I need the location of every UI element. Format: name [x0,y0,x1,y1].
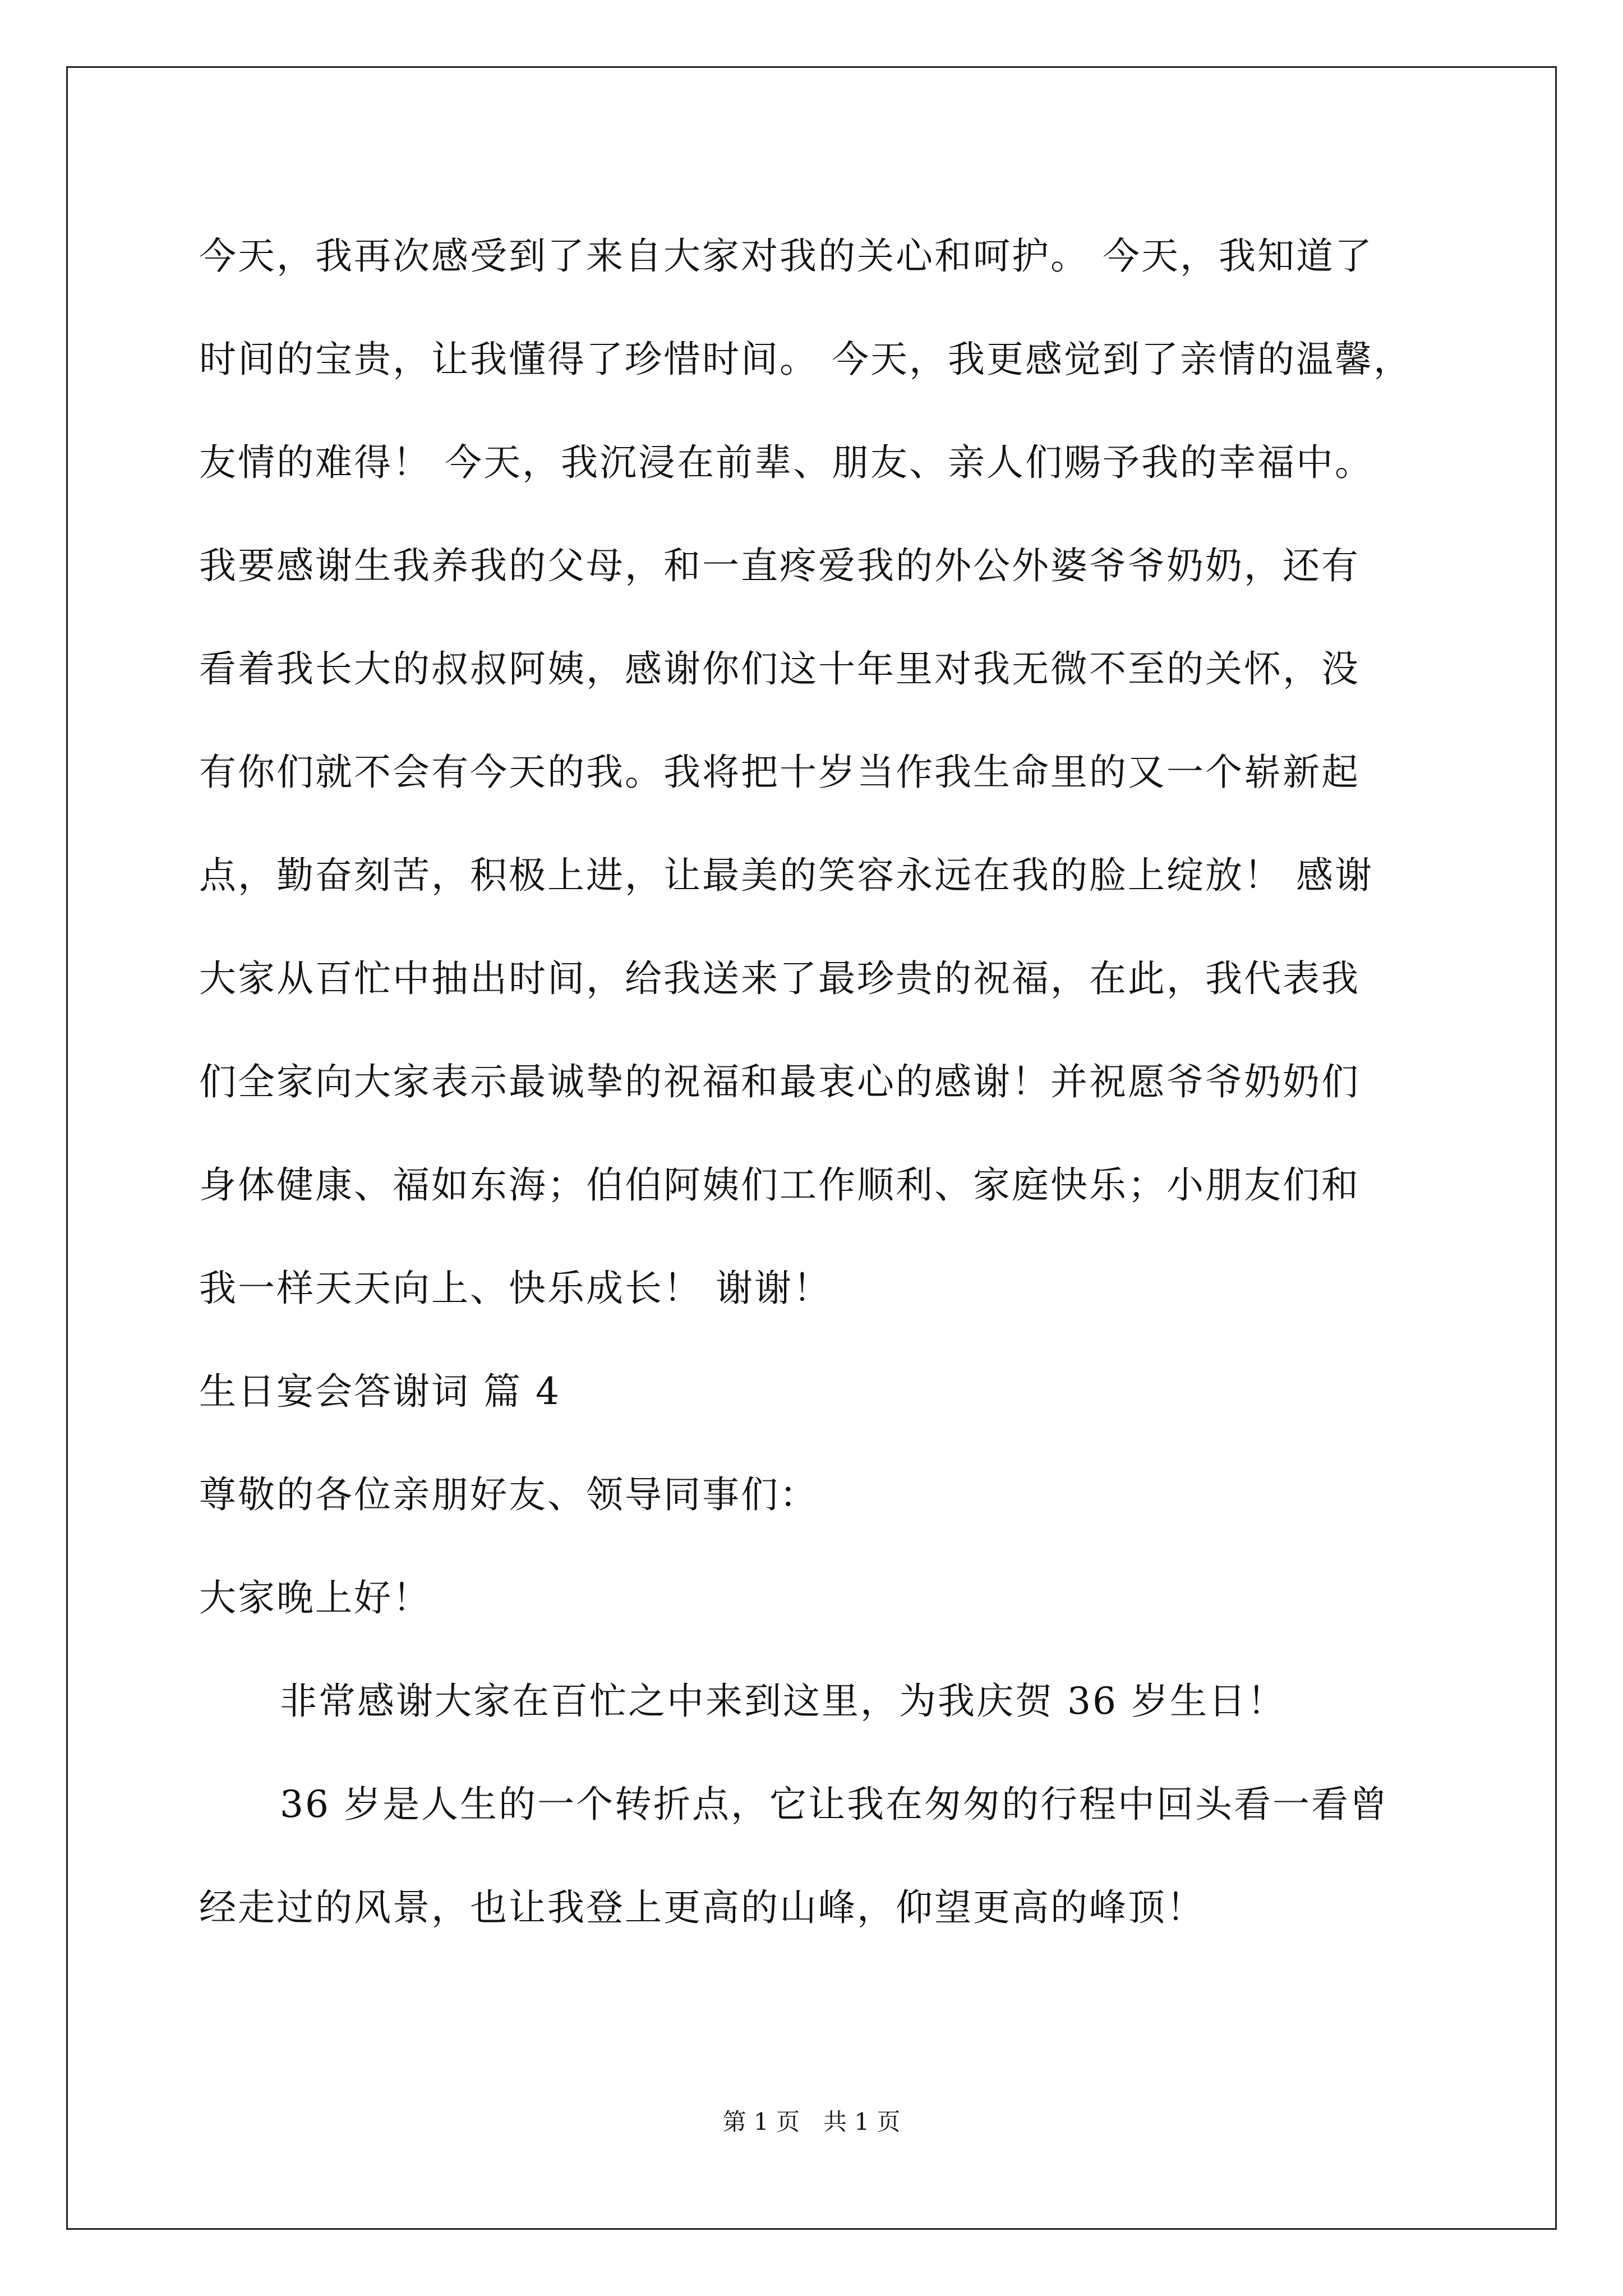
text-line-1: 今天，我再次感受到了来自大家对我的关心和呵护。 今天，我知道了 [199,234,1373,278]
text-line-5: 看着我长大的叔叔阿姨，感谢你们这十年里对我无微不至的关怀，没 [199,647,1360,691]
text-line-2: 时间的宝贵，让我懂得了珍惜时间。 今天，我更感觉到了亲情的温馨， [199,338,1412,381]
text-line-4: 我要感谢生我养我的父母，和一直疼爱我的外公外婆爷爷奶奶，还有 [199,544,1360,587]
greeting: 大家晚上好！ [199,1576,431,1619]
text-line-8: 大家从百忙中抽出时间，给我送来了最珍贵的祝福，在此，我代表我 [199,957,1360,1000]
document-body [199,205,1478,1959]
text-line-3: 友情的难得！ 今天，我沉浸在前辈、朋友、亲人们赐予我的幸福中。 [199,441,1373,484]
paragraph-line-2: 36 岁是人生的一个转折点，它让我在匆匆的行程中回头看一看曾 [280,1783,1389,1826]
paragraph-line-1: 非常感谢大家在百忙之中来到这里，为我庆贺 36 岁生日！ [280,1680,1286,1723]
text-line-7: 点，勤奋刻苦，积极上进，让最美的笑容永远在我的脸上绽放！ 感谢 [199,854,1373,897]
salutation: 尊敬的各位亲朋好友、领导同事们： [199,1473,818,1516]
text-line-6: 有你们就不会有今天的我。我将把十岁当作我生命里的又一个崭新起 [199,751,1360,794]
text-line-10: 身体健康、福如东海；伯伯阿姨们工作顺利、家庭快乐；小朋友们和 [199,1163,1360,1207]
section-heading: 生日宴会答谢词 篇 4 [199,1370,561,1413]
text-line-9: 们全家向大家表示最诚挚的祝福和最衷心的感谢！并祝愿爷爷奶奶们 [199,1060,1360,1103]
text-line-11: 我一样天天向上、快乐成长！ 谢谢！ [199,1267,832,1310]
page-footer: 第 1 页 共 1 页 [722,2108,901,2136]
paragraph-line-3: 经走过的风景，也让我登上更高的山峰，仰望更高的峰顶！ [199,1886,1205,1929]
